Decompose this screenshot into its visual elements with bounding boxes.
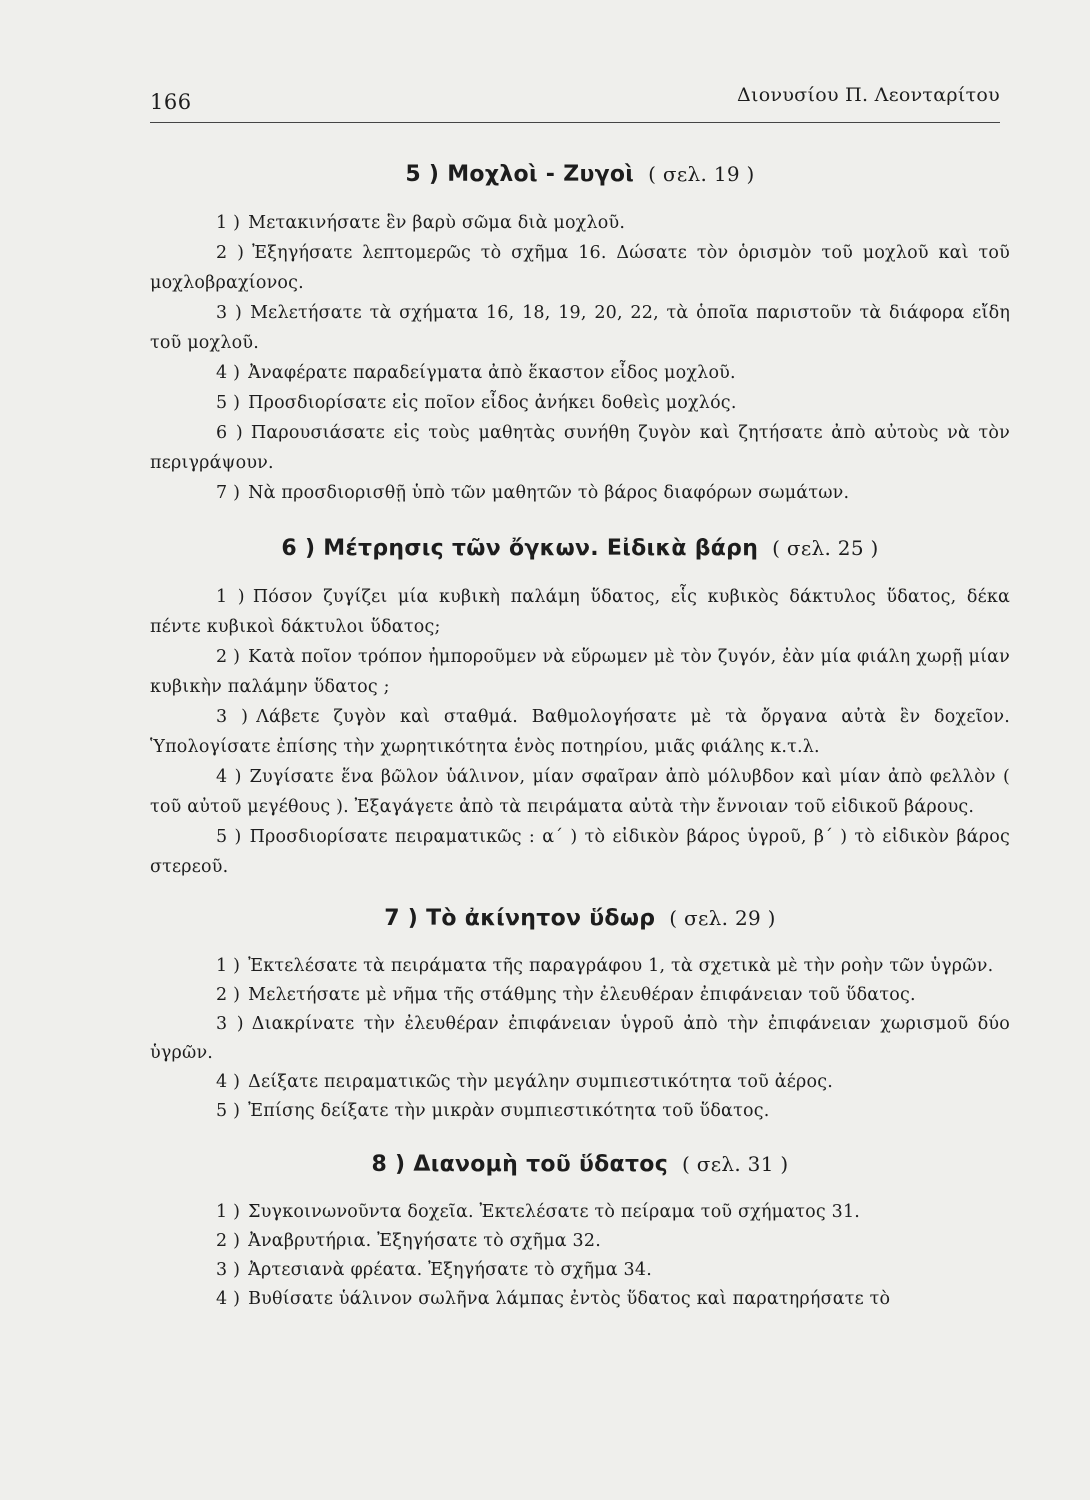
list-item — [150, 298, 1010, 358]
section-levers — [150, 150, 1010, 508]
section-title-text: 5 ) Μοχλοὶ - Ζυγοὶ — [405, 162, 635, 187]
section-title — [150, 1140, 1010, 1188]
list-item — [150, 1097, 1010, 1126]
list-item — [150, 208, 1010, 238]
section-title — [150, 894, 1010, 942]
exercise-list — [150, 952, 1010, 1126]
item-number: 3 ) — [216, 707, 249, 727]
item-text: Μελετήσατε τὰ σχήματα 16, 18, 19, 20, 22, τὰ ὁποῖα παριστοῦν τὰ διάφορα εἴδη τοῦ μοχλοῦ. — [150, 303, 1011, 353]
item-text: Ἐξηγήσατε λεπτομερῶς τὸ σχῆμα 16. Δώσατε τὸν ὁρισμὸν τοῦ μοχλοῦ καὶ τοῦ μοχλοβραχίονος. — [150, 243, 1011, 293]
item-text: Λάβετε ζυγὸν καὶ σταθμά. Βαθμολογήσατε μὲ τὰ ὄργανα αὐτὰ ἓν δοχεῖον. Ὑπολογίσατε ἐπίσης τὴν χωρητικότητα ἑνὸς ποτηρίου, μιᾶς φιάλης κ.τ.λ. — [150, 707, 1010, 757]
page-header — [150, 78, 1000, 118]
item-text: Παρουσιάσατε εἰς τοὺς μαθητὰς συνήθη ζυγὸν καὶ ζητήσατε ἀπὸ αὐτοὺς νὰ τὸν περιγράψουν. — [150, 423, 1010, 473]
page-number: 166 — [150, 90, 192, 114]
header-rule — [150, 122, 1000, 123]
item-number: 7 ) — [216, 483, 241, 503]
item-text: Προσδιορίσατε εἰς ποῖον εἶδος ἀνήκει δοθεὶς μοχλός. — [248, 393, 737, 413]
page-reference: ( σελ. 29 ) — [669, 906, 776, 930]
item-text: Ἀρτεσιανὰ φρέατα. Ἐξηγήσατε τὸ σχῆμα 34. — [248, 1260, 652, 1280]
item-number: 5 ) — [216, 393, 241, 413]
page-reference: ( σελ. 31 ) — [682, 1152, 789, 1176]
item-text: Πόσον ζυγίζει μία κυβικὴ παλάμη ὕδατος, εἷς κυβικὸς δάκτυλος ὕδατος, δέκα πέντε κυβικοὶ δάκτυλοι ὕδατος; — [150, 587, 1011, 637]
list-item — [150, 582, 1010, 642]
running-head: Διονυσίου Π. Λεονταρίτου — [736, 84, 1000, 106]
list-item — [150, 478, 1010, 508]
item-number: 2 ) — [216, 1231, 241, 1251]
item-text: Δείξατε πειραματικῶς τὴν μεγάλην συμπιεστικότητα τοῦ ἀέρος. — [248, 1072, 834, 1092]
section-water-distribution — [150, 1140, 1010, 1314]
item-text: Κατὰ ποῖον τρόπον ἠμποροῦμεν νὰ εὕρωμεν μὲ τὸν ζυγόν, ἐὰν μία φιάλη χωρῇ μίαν κυβικὴν παλάμην ὕδατος ; — [150, 647, 1011, 697]
list-item — [150, 981, 1010, 1010]
exercise-list — [150, 1198, 1010, 1314]
item-number: 5 ) — [216, 1101, 241, 1121]
page-body — [150, 150, 1010, 1324]
item-text: Μετακινήσατε ἓν βαρὺ σῶμα διὰ μοχλοῦ. — [248, 213, 626, 233]
item-text: Προσδιορίσατε πειραματικῶς : α΄ ) τὸ εἰδικὸν βάρος ὑγροῦ, β΄ ) τὸ εἰδικὸν βάρος στερεοῦ. — [150, 827, 1010, 877]
item-number: 4 ) — [216, 767, 242, 787]
item-number: 2 ) — [216, 647, 241, 667]
item-text: Μελετήσατε μὲ νῆμα τῆς στάθμης τὴν ἐλευθέραν ἐπιφάνειαν τοῦ ὕδατος. — [248, 985, 916, 1005]
list-item — [150, 1010, 1010, 1068]
item-number: 3 ) — [216, 1260, 241, 1280]
list-item — [150, 1256, 1010, 1285]
item-number: 3 ) — [216, 1014, 244, 1034]
list-item — [150, 1068, 1010, 1097]
item-number: 4 ) — [216, 363, 241, 383]
section-still-water — [150, 894, 1010, 1126]
item-number: 1 ) — [216, 587, 245, 607]
item-number: 5 ) — [216, 827, 242, 847]
item-number: 1 ) — [216, 213, 241, 233]
item-number: 1 ) — [216, 956, 241, 976]
list-item — [150, 702, 1010, 762]
item-text: Συγκοινωνοῦντα δοχεῖα. Ἐκτελέσατε τὸ πείραμα τοῦ σχήματος 31. — [248, 1202, 861, 1222]
list-item — [150, 952, 1010, 981]
item-text: Ἐκτελέσατε τὰ πειράματα τῆς παραγράφου 1, τὰ σχετικὰ μὲ τὴν ροὴν τῶν ὑγρῶν. — [248, 956, 994, 976]
item-text: Ζυγίσατε ἕνα βῶλον ὑάλινον, μίαν σφαῖραν ἀπὸ μόλυβδον καὶ μίαν ἀπὸ φελλὸν ( τοῦ αὐτοῦ μεγέθους ). Ἐξαγάγετε ἀπὸ τὰ πειράματα αὐτὰ τὴν ἔννοιαν τοῦ εἰδικοῦ βάρους. — [150, 767, 1010, 817]
item-number: 4 ) — [216, 1289, 241, 1309]
page-reference: ( σελ. 25 ) — [772, 536, 879, 560]
item-text: Ἐπίσης δείξατε τὴν μικρὰν συμπιεστικότητα τοῦ ὕδατος. — [248, 1101, 770, 1121]
list-item — [150, 388, 1010, 418]
section-title-text: 6 ) Μέτρησις τῶν ὄγκων. Εἰδικὰ βάρη — [281, 536, 759, 561]
item-number: 6 ) — [216, 423, 243, 443]
list-item — [150, 1227, 1010, 1256]
item-text: Διακρίνατε τὴν ἐλευθέραν ἐπιφάνειαν ὑγροῦ ἀπὸ τὴν ἐπιφάνειαν χωρισμοῦ δύο ὑγρῶν. — [150, 1014, 1010, 1063]
section-title — [150, 150, 1010, 198]
list-item — [150, 762, 1010, 822]
list-item — [150, 418, 1010, 478]
item-number: 2 ) — [216, 243, 245, 263]
section-title-text: 8 ) Διανομὴ τοῦ ὕδατος — [371, 1152, 669, 1177]
item-number: 2 ) — [216, 985, 241, 1005]
item-text: Νὰ προσδιορισθῇ ὑπὸ τῶν μαθητῶν τὸ βάρος διαφόρων σωμάτων. — [248, 483, 850, 503]
section-title-text: 7 ) Τὸ ἀκίνητον ὕδωρ — [384, 906, 656, 931]
item-number: 3 ) — [216, 303, 243, 323]
exercise-list — [150, 208, 1010, 508]
list-item — [150, 822, 1010, 882]
item-text: Ἀναβρυτήρια. Ἐξηγήσατε τὸ σχῆμα 32. — [248, 1231, 601, 1251]
section-volume-measurement — [150, 524, 1010, 882]
list-item — [150, 642, 1010, 702]
list-item — [150, 1285, 1010, 1314]
item-number: 1 ) — [216, 1202, 241, 1222]
exercise-list — [150, 582, 1010, 882]
item-text: Βυθίσατε ὑάλινον σωλῆνα λάμπας ἐντὸς ὕδατος καὶ παρατηρήσατε τὸ — [248, 1289, 891, 1309]
item-number: 4 ) — [216, 1072, 241, 1092]
list-item — [150, 238, 1010, 298]
list-item — [150, 358, 1010, 388]
section-title — [150, 524, 1010, 572]
page-reference: ( σελ. 19 ) — [648, 162, 755, 186]
item-text: Ἀναφέρατε παραδείγματα ἀπὸ ἕκαστον εἶδος μοχλοῦ. — [248, 363, 736, 383]
list-item — [150, 1198, 1010, 1227]
